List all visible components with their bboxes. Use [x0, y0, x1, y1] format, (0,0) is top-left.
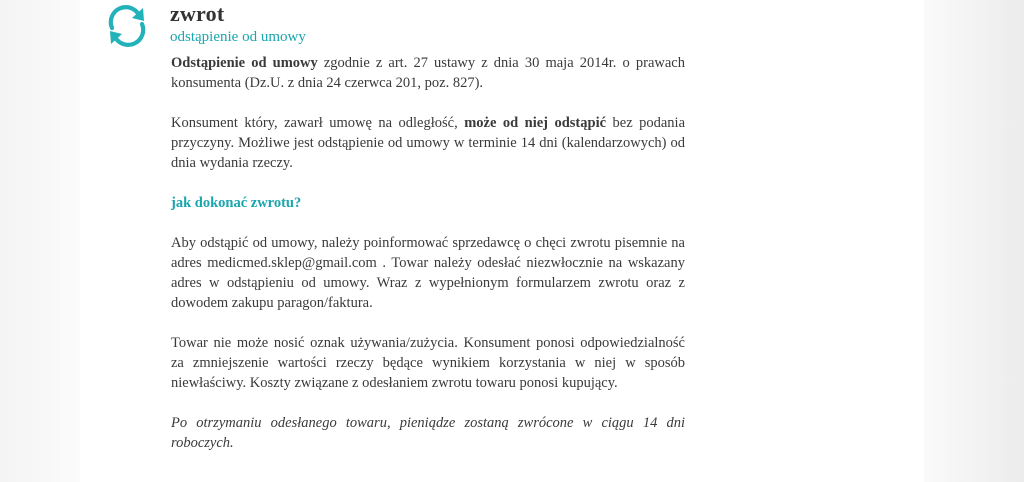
page-subtitle: odstąpienie od umowy	[170, 29, 306, 45]
paragraph-legal-basis	[171, 53, 685, 93]
background-right-shade	[924, 0, 1024, 482]
withdrawal-text-after: bez podania przyczyny. Możliwe jest odstąpienie od umowy w terminie 14 dni (kalendarzowych) od dnia wydania rzeczy.	[171, 115, 686, 171]
paragraph-refund-note: Po otrzymaniu odesłanego towaru, pieniądze zostaną zwrócone w ciągu 14 dni roboczych.	[171, 415, 685, 451]
paragraph-withdrawal-right	[171, 113, 685, 173]
page-title: zwrot	[170, 1, 225, 26]
refresh-icon	[104, 3, 150, 49]
paragraph-return-procedure: Aby odstąpić od umowy, należy poinformować sprzedawcę o chęci zwrotu pisemnie na adres medicmed.sklep@gmail.com . Towar należy odesłać niezwłocznie na wskazany adres w odstąpieniu od umowy. Wraz z wypełnionym formularzem zwrotu oraz z dowodem zakupu paragon/faktura.	[171, 235, 685, 311]
withdrawal-text-before: Konsument który, zawarł umowę na odległość,	[171, 115, 465, 131]
legal-basis-bold: Odstąpienie od umowy	[171, 55, 318, 71]
withdrawal-bold: może od niej odstąpić	[464, 115, 607, 131]
legal-basis-text: zgodnie z art. 27 ustawy z dnia 30 maja 2014r. o prawach konsumenta (Dz.U. z dnia 24 czerwca 201, poz. 827).	[171, 55, 685, 91]
how-to-return-heading: jak dokonać zwrotu?	[171, 195, 302, 211]
return-policy-text	[171, 53, 685, 473]
background-left-shade	[0, 0, 80, 482]
paragraph-return-conditions: Towar nie może nosić oznak używania/zużycia. Konsument ponosi odpowiedzialność za zmniejszenie wartości rzeczy będące wynikiem korzystania w niej w sposób niewłaściwy. Koszty związane z odesłaniem zwrotu towaru ponosi kupujący.	[171, 335, 685, 391]
